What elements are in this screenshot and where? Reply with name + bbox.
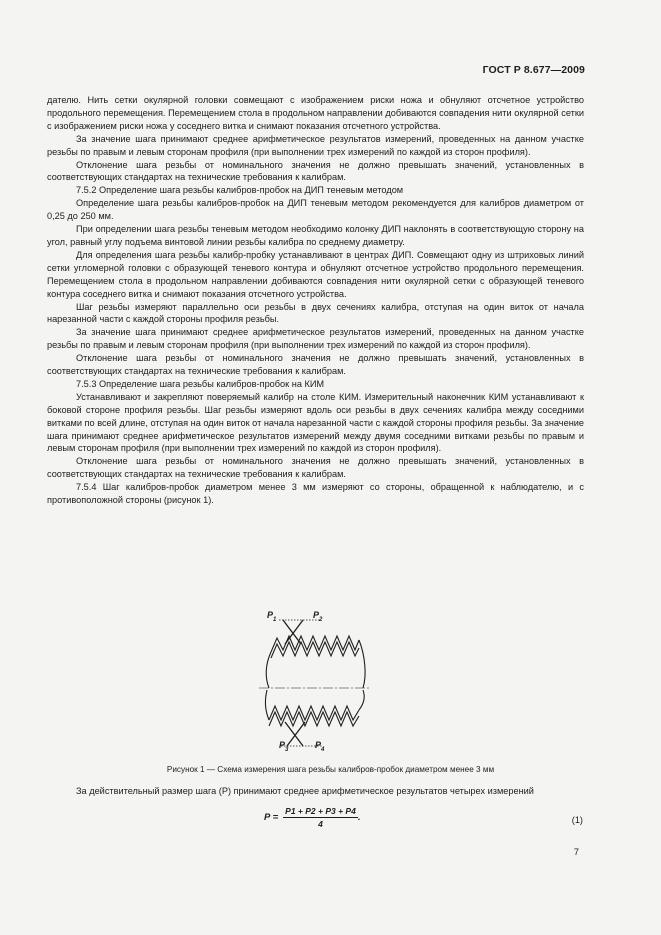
body-text <box>47 94 584 507</box>
paragraph: При определении шага резьбы теневым методом необходимо колонку ДИП наклонять в соответствующую сторону на угол, равный углу подъема винтовой линии резьбы калибра по среднему диаметру. <box>47 224 584 247</box>
paragraph: Определение шага резьбы калибров-пробок на ДИП теневым методом рекомендуется для калибров диаметром от 0,25 до 250 мм. <box>47 198 584 222</box>
formula-lhs: P = <box>264 812 279 823</box>
formula-denominator: 4 <box>318 819 323 829</box>
section-heading: 7.5.3 Определение шага резьбы калибров-пробок на КИМ <box>76 378 325 389</box>
paragraph: За действительный размер шага (P) принимают среднее арифметическое результатов четырех измерений <box>76 786 534 796</box>
section-heading: 7.5.2 Определение шага резьбы калибров-пробок на ДИП теневым методом <box>76 185 404 196</box>
paragraph: Устанавливают и закрепляют поверяемый калибр на столе КИМ. Измерительный наконечник КИМ устанавливают к боковой стороне профиля резьбы. Шаг резьбы измеряют вдоль оси резьбы в двух сечениях калибра между соседними витками по всей длине, отступая на один виток от начала нарезанной части с каждой стороны профиля резьбы. За значение шага принимают среднее арифметическое результатов измерений между двумя соседними витками резьбы по правым и левым сторонам профиля (при выполнении трех измерений по каждой из сторон профиля). <box>47 391 585 454</box>
paragraph: Шаг резьбы измеряют параллельно оси резьбы в двух сечениях калибра, отступая на один виток от начала нарезанной части с каждой стороны профиля резьбы. <box>47 301 584 325</box>
label-p4: $P_4$ <box>315 740 325 753</box>
paragraph: 7.5.4 Шаг калибров-пробок диаметром менее 3 мм измеряют со стороны, обращенной к наблюдателю, и с противоположной стороны (рисунок 1). <box>47 482 584 506</box>
paragraph: Отклонение шага резьбы от номинального значения не должно превышать значений, установленных в соответствующих стандартах на технические требования к калибрам. <box>47 159 584 183</box>
formula-tail: . <box>357 812 361 823</box>
label-p3: $P_3$ <box>279 740 289 753</box>
formula <box>264 806 360 829</box>
paragraph: Для определения шага резьбы калибр-пробку устанавливают в центрах ДИП. Совмещают одну из штриховых линий сетки угломерной головки с образующей теневого контура и обнуляют отсчетное устройство продольного перемещения. Перемещением стола в продольном направлении добиваются совпадения нити окулярной сетки с образующей теневого контура соседнего витка и снимают показания отсчетного устройства. <box>47 249 584 299</box>
equation-number: (1) <box>571 815 583 825</box>
paragraph: За значение шага принимают среднее арифметическое результатов измерений, проведенных на данном участке резьбы по правым и левым сторонам профиля (при выполнении трех измерений по каждой из сторон профиля). <box>47 327 584 351</box>
figure-caption: Рисунок 1 — Схема измерения шага резьбы калибров-пробок диаметром менее 3 мм <box>166 765 495 774</box>
paragraph: дателю. Нить сетки окулярной головки совмещают с изображением риски ножа и обнуляют отсчетное устройство продольного перемещения. Перемещением стола в продольном направлении добиваются совпадения нити окулярной сетки с изображением риски ножа у соседнего витка и снимают показания отсчетного устройства. <box>47 95 584 131</box>
formula-fraction <box>283 806 358 829</box>
body-text-after-figure <box>47 785 584 798</box>
paragraph: Отклонение шага резьбы от номинального значения не должно превышать значений, установленных в соответствующих стандартах на технические требования к калибрам. <box>47 353 584 377</box>
paragraph: Отклонение шага резьбы от номинального значения не должно превышать значений, установленных в соответствующих стандартах на технические требования к калибрам. <box>47 456 584 480</box>
document-header: ГОСТ Р 8.677—2009 <box>482 64 585 76</box>
page-number: 7 <box>573 847 579 857</box>
formula-numerator: P1 + P2 + P3 + P4 <box>285 806 356 816</box>
thread-pitch-diagram <box>255 610 375 758</box>
paragraph: За значение шага принимают среднее арифметическое результатов измерений, проведенных на данном участке резьбы по правым и левым сторонам профиля (при выполнении трех измерений по каждой из сторон профиля). <box>47 133 584 157</box>
label-p2: $P_2$ <box>313 610 323 623</box>
label-p1: $P_1$ <box>267 610 277 623</box>
